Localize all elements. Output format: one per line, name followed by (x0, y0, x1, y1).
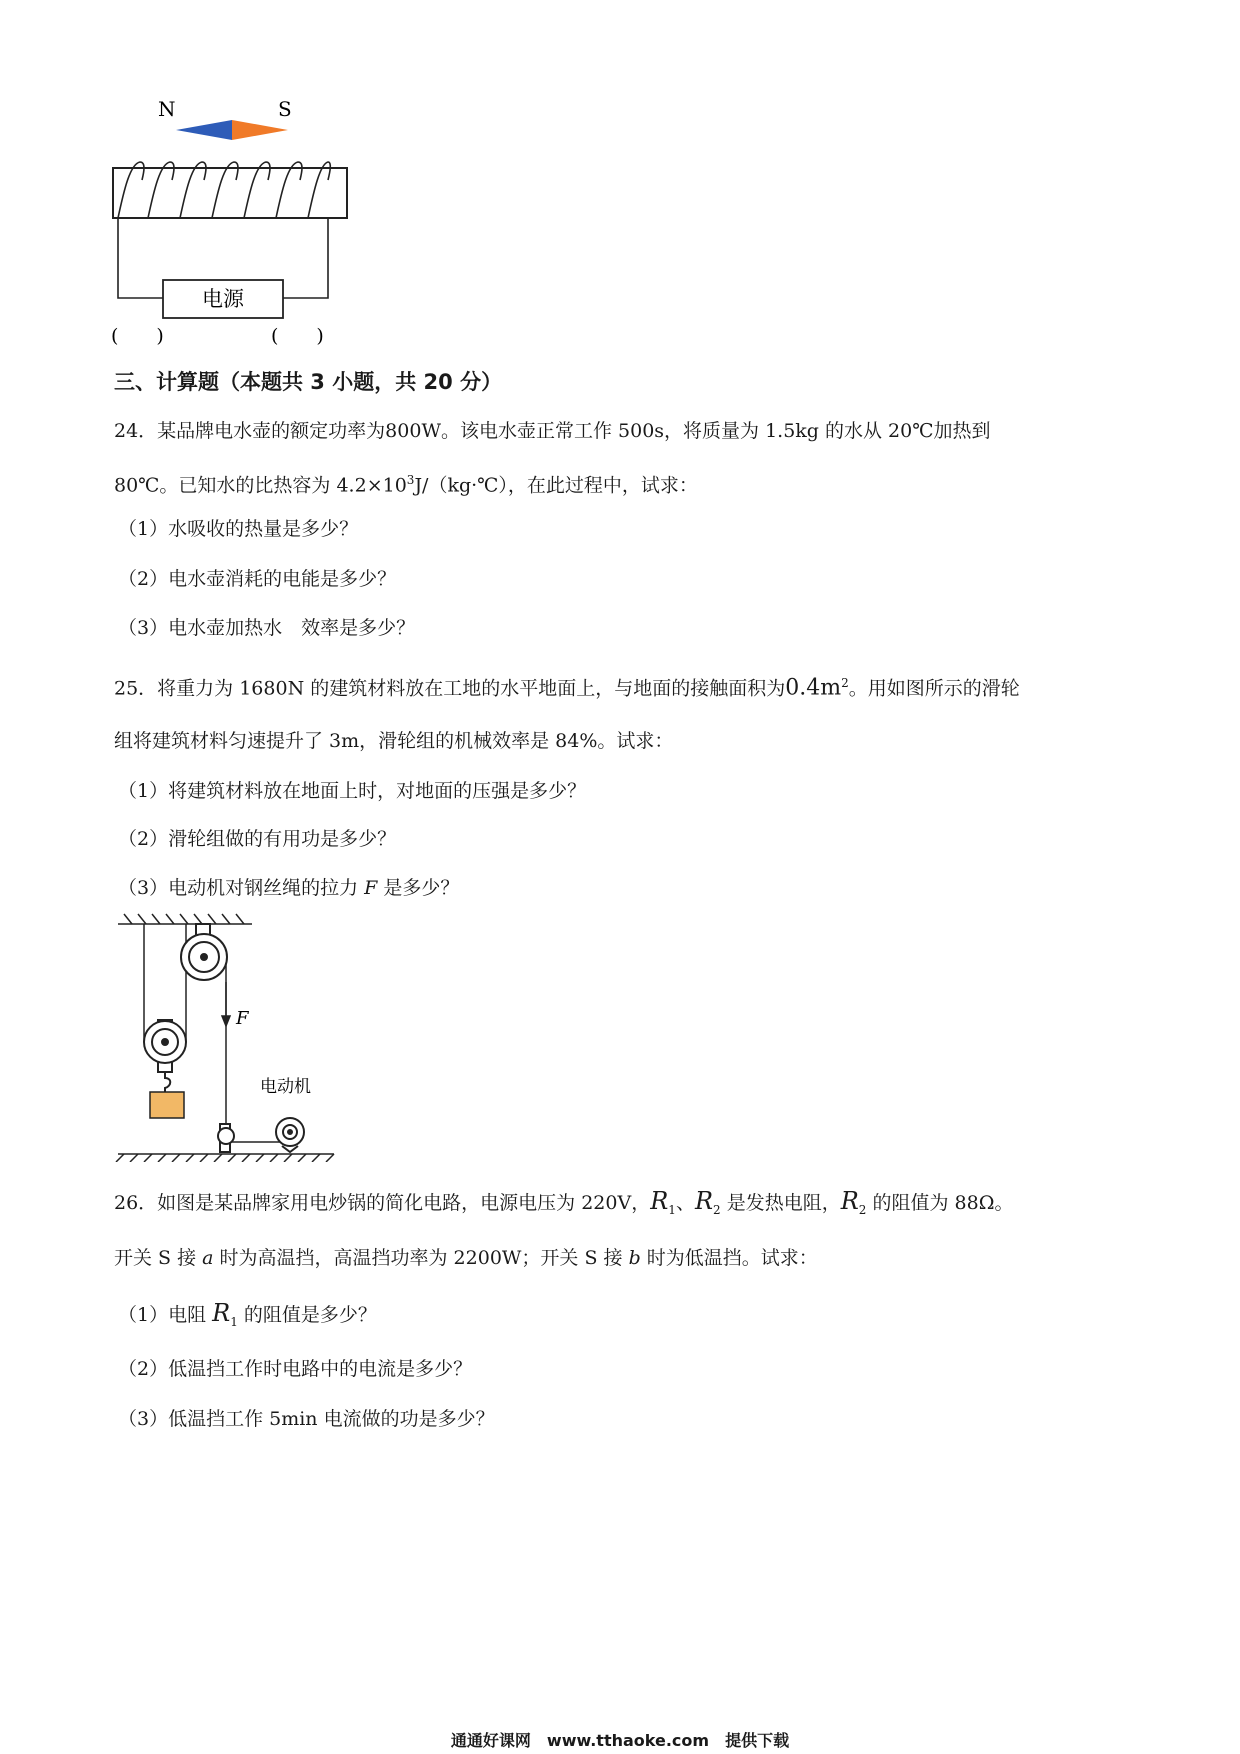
compass-south-half (232, 120, 288, 140)
switch-a-symbol: a (202, 1247, 214, 1269)
r2-subscript-second: 2 (858, 1202, 867, 1217)
q24-line2 (114, 467, 698, 498)
q24-sub3: （3）电水壶加热水 效率是多少？ (118, 617, 416, 639)
force-arrow (222, 982, 230, 1026)
q26-line1 (114, 1188, 1013, 1223)
resistor-separator: 、 (675, 1192, 695, 1214)
q25-area: 0.4m (785, 675, 842, 701)
r2-subscript: 2 (713, 1202, 721, 1217)
q26-sub2: （2）低温挡工作时电路中的电流是多少？ (118, 1358, 473, 1380)
q25-sub3-rest: 是多少？ (377, 877, 460, 899)
q24-sub2: （2）电水壶消耗的电能是多少？ (118, 568, 397, 590)
q24-sub1: （1）水吸收的热量是多少？ (118, 518, 359, 540)
q26-line2-rest: 时为低温挡。试求： (640, 1247, 818, 1269)
guide-pulley (218, 1124, 234, 1152)
motor-label: 电动机 (260, 1077, 311, 1097)
r1-subscript: 1 (668, 1202, 676, 1217)
compass-north-half (176, 120, 232, 140)
q26-line1-text: 26．如图是某品牌家用电炒锅的简化电路，电源电压为 220V， (114, 1192, 651, 1214)
q25-line1 (114, 670, 1020, 701)
q25-line2: 组将建筑材料匀速提升了 3m，滑轮组的机械效率是 84%。试求： (114, 730, 674, 752)
q25-area-exponent: 2 (841, 676, 849, 690)
q26-sub3: （3）低温挡工作 5min 电流做的功是多少？ (118, 1408, 495, 1430)
r1-subscript-sub1: 1 (230, 1314, 238, 1329)
pulley-figure (112, 912, 342, 1162)
fixed-pulley (181, 924, 227, 980)
q24-line2-text: 80℃。已知水的比热容为 4.2×10 (114, 474, 407, 497)
q26-line2-text: 开关 S 接 (114, 1247, 203, 1269)
q26-line1-rest: 的阻值为 88Ω。 (866, 1192, 1014, 1214)
force-symbol: F (364, 877, 378, 899)
right-answer-blank: ( ) (271, 325, 324, 347)
building-material-block (150, 1092, 184, 1118)
q24-line1: 24．某品牌电水壶的额定功率为800W。该电水壶正常工作 500s，将质量为 1.5kg 的水从 20℃加热到 (114, 420, 991, 442)
q25-line1-text: 25．将重力为 1680N 的建筑材料放在工地的水平地面上，与地面的接触面积为 (114, 677, 786, 700)
r1-symbol-sub1: R (212, 1299, 231, 1327)
q25-sub3 (118, 875, 459, 901)
power-source-label: 电源 (202, 287, 244, 311)
movable-pulley (144, 1020, 186, 1092)
r2-symbol: R (694, 1187, 714, 1215)
q26-sub1 (118, 1300, 377, 1335)
q26-line1-mid: 是发热电阻， (720, 1192, 841, 1214)
q26-line2 (114, 1245, 818, 1271)
left-answer-blank: ( ) (111, 325, 164, 347)
ground (116, 1154, 334, 1162)
q26-line2-mid: 时为高温挡，高温挡功率为 2200W；开关 S 接 (213, 1247, 629, 1269)
solenoid-coils (118, 162, 330, 218)
q25-sub1: （1）将建筑材料放在地面上时，对地面的压强是多少？ (118, 780, 587, 802)
motor-icon (276, 1118, 304, 1152)
q24-exponent: 3 (406, 473, 415, 487)
q26-sub1-text: （1）电阻 (118, 1304, 213, 1326)
q25-line1-rest: 。用如图所示的滑轮 (848, 677, 1020, 700)
page-footer: 通通好课网 www.tthaoke.com 提供下载 (450, 1731, 790, 1750)
q25-sub2: （2）滑轮组做的有用功是多少？ (118, 828, 397, 850)
switch-b-symbol: b (628, 1247, 641, 1269)
q26-sub1-rest: 的阻值是多少？ (237, 1304, 377, 1326)
r1-symbol: R (650, 1187, 669, 1215)
q25-sub3-text: （3）电动机对钢丝绳的拉力 (118, 877, 365, 899)
solenoid-figure (100, 90, 360, 360)
solenoid-core (113, 168, 347, 218)
q24-line2-rest: J/（kg·℃），在此过程中，试求： (414, 474, 698, 497)
south-label: S (278, 97, 292, 121)
ceiling-support (118, 914, 252, 924)
force-label: F (236, 1008, 249, 1029)
section-heading: 三、计算题（本题共 3 小题，共 20 分） (114, 370, 503, 394)
r2-symbol-second: R (840, 1187, 859, 1215)
north-label: N (158, 97, 176, 121)
